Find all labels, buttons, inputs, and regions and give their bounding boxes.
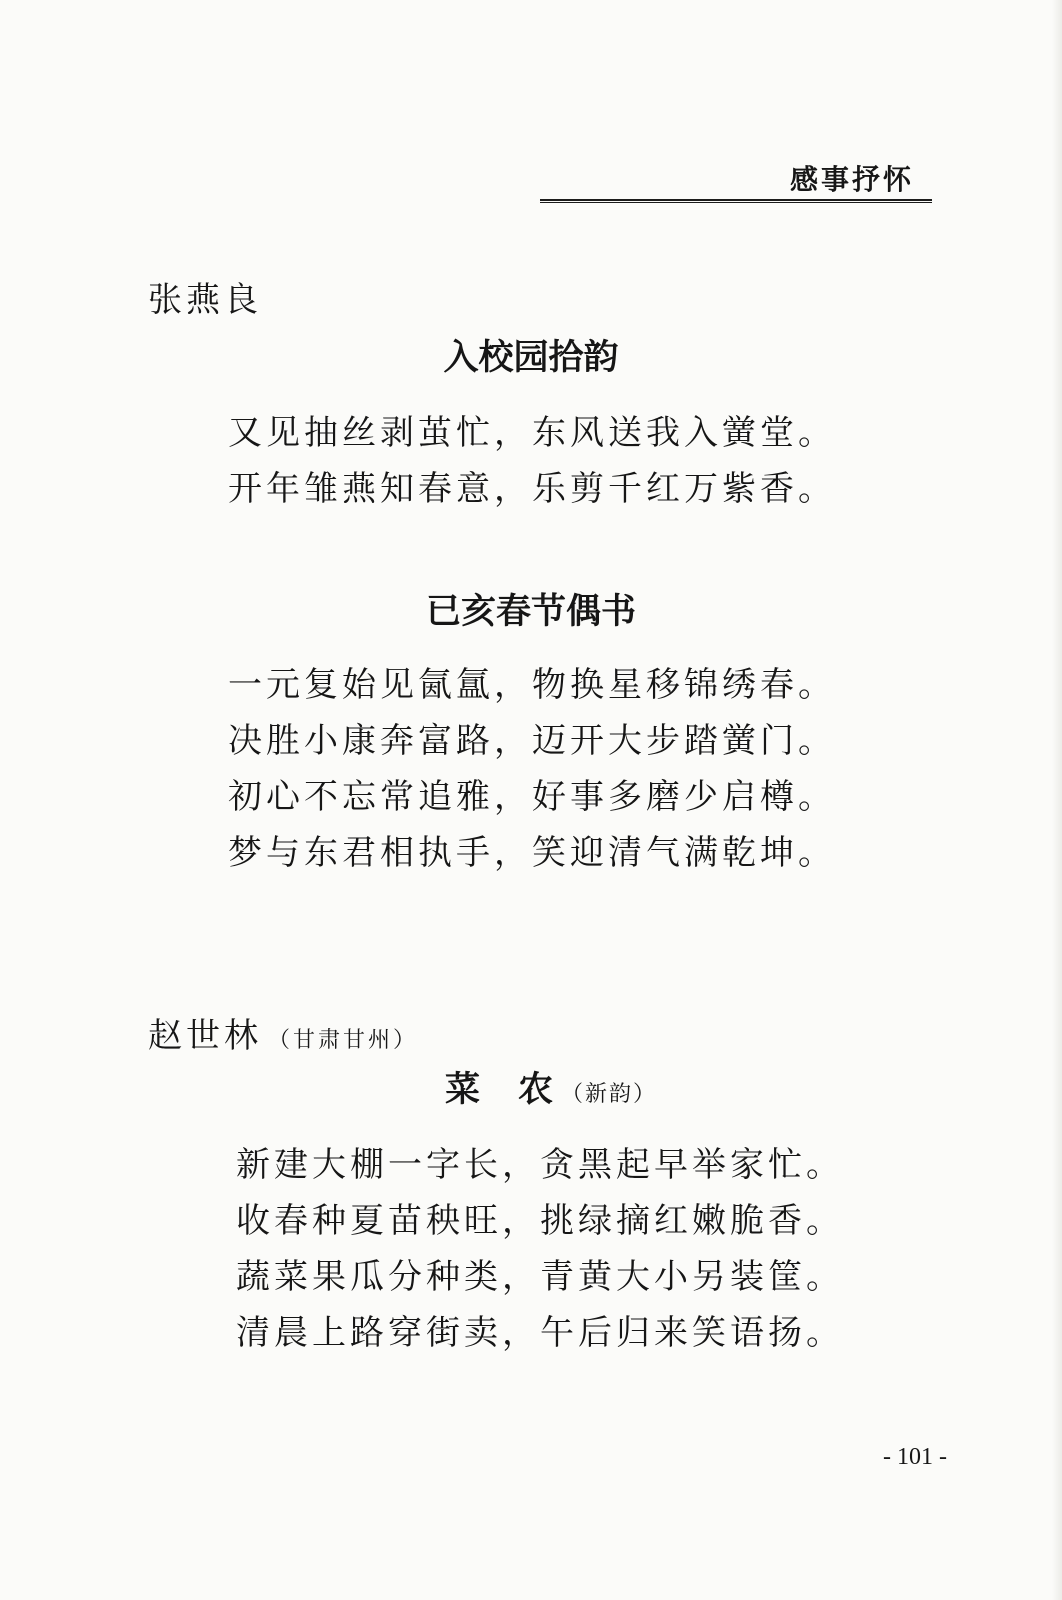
page-number: - 101 -: [883, 1444, 947, 1470]
poem-line: 新建大棚一字长，贪黑起早举家忙。: [236, 1145, 844, 1185]
poem-title: 已亥春节偶书: [425, 591, 636, 632]
poem-line: 又见抽丝剥茧忙，东风送我入黉堂。: [228, 413, 836, 453]
section-title-rule: [540, 199, 932, 203]
author-header: [148, 1016, 418, 1061]
poem-line: 清晨上路穿街卖，午后归来笑语扬。: [236, 1313, 844, 1353]
section-title: 感事抒怀: [789, 163, 914, 196]
poem-line: 一元复始见氤氲，物换星移锦绣春。: [228, 665, 836, 705]
author-place: （甘肃甘州）: [268, 1028, 419, 1053]
poem-lines: [228, 657, 836, 881]
poem-title-part: 菜: [444, 1069, 480, 1110]
author-name: 赵世林: [148, 1016, 262, 1056]
poem-line: 梦与东君相执手，笑迎清气满乾坤。: [228, 833, 836, 873]
poem-line: 蔬菜果瓜分种类，青黄大小另装筐。: [236, 1257, 844, 1297]
page-edge: [1052, 0, 1062, 1600]
poem-title: 入校园拾韵: [443, 337, 619, 378]
poem-line: 初心不忘常追雅，好事多磨少启樽。: [228, 777, 836, 817]
poem-title-part: 农: [517, 1069, 553, 1110]
author-name: 张燕良: [148, 280, 262, 320]
poem-line: 决胜小康奔富路，迈开大步踏黉门。: [228, 721, 836, 761]
poem-title: [0, 1068, 1062, 1117]
poem-lines: [228, 405, 836, 517]
poem-line: 收春种夏苗秧旺，挑绿摘红嫩脆香。: [236, 1201, 844, 1241]
poem-lines: [236, 1137, 844, 1361]
poem-line: 开年雏燕知春意，乐剪千红万紫香。: [228, 469, 836, 509]
poem-note: （新韵）: [561, 1082, 658, 1107]
